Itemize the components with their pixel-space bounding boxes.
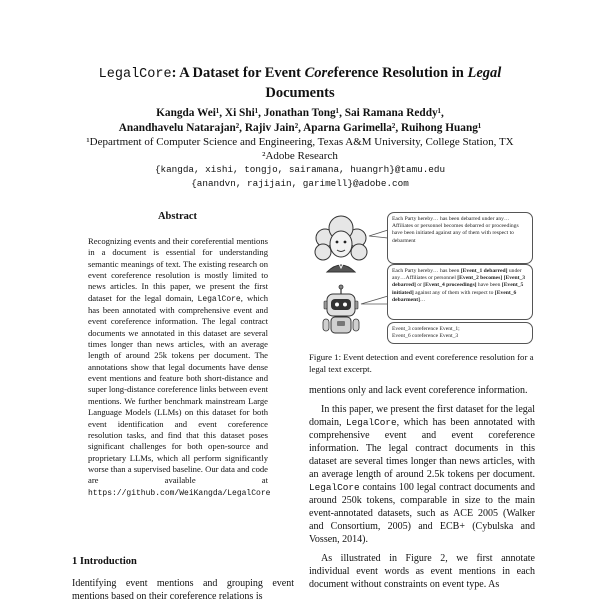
figure-1-caption: Figure 1: Event detection and event coreference resolution for a legal text excerpt. (309, 352, 534, 374)
right-column-text: mentions only and lack event coreference information. In this paper, we present the first dataset for the legal domain, LegalCore, which has been annotated with comprehensive event and event coreference information. The legal contract documents in this dataset are several times longer than news articles, with an average length of around 2.5k tokens per document. LegalCore contains 100 legal contract documents and around 250k tokens, comparable in size to the main event-annotated datasets, such as ACE 2005 (Walker and Consortium, 2005) and ECB+ (Cybulska and Vossen, 2014). As illustrated in Figure 2, we first annotate individual event words as event mentions in each document without constraints on event type. As (309, 385, 536, 590)
author-list: Kangda Wei¹, Xi Shi¹, Jonathan Tong¹, Sai Ramana Reddy¹, Anandhavelu Natarajan², Rajiv Jain², Aparna Garimella², Ruihong Huang¹ (118, 107, 482, 134)
code-link[interactable]: https://github.com/WeiKangda/LegalCore (88, 488, 271, 498)
figure-illustrations (309, 206, 389, 352)
section-heading-introduction: 1 Introduction (72, 556, 137, 567)
event-mention: [Event_6 debarment] (392, 289, 517, 303)
robot-speech-bubble: Each Party hereby… has been [Event_1 debarred] under any…Affiliates or personnel [Event_2 becomes] [Event_3 debarred] or [Event_4 proceedings] have been [Event_5 initiated] against any of them with respect to [Event_6 debarment]… (387, 264, 533, 320)
coreference-output-bubble: Event_3 coreference Event_1; Event_6 coreference Event_3 (387, 322, 533, 344)
figure-1 (309, 206, 535, 352)
event-mention: [Event_5 initiated] (392, 282, 524, 296)
event-mention: [Event_2 becomes] (457, 275, 503, 282)
affiliations: ¹Department of Computer Science and Engineering, Texas A&M University, College Station, TX ²Adobe Research (86, 136, 514, 162)
speech-tail-judge (369, 230, 388, 238)
title-dataset-name: LegalCore (98, 67, 172, 82)
event-mention: [Event_1 debarred] (460, 268, 508, 274)
robot-icon (323, 285, 359, 333)
author-emails: {kangda, xishi, tongjo, sairamana, huangrh}@tamu.edu {anandvn, rajijain, garimell}@adobe.com (154, 164, 446, 189)
event-mention: [Event_3 debarred] (392, 275, 526, 289)
introduction-text: Identifying event mentions and grouping event mentions based on their coreference relations is (72, 578, 294, 602)
paper-title: LegalCore: A Dataset for Event Coreference Resolution in Legal Documents (98, 65, 502, 101)
abstract-heading: Abstract (157, 211, 198, 222)
speech-tail-robot (361, 296, 388, 304)
judge-icon (315, 216, 367, 272)
abstract-body: Recognizing events and their coreferential mentions in a document is essential for understanding semantic meanings of text. The existing research on event coreference resolution is mostly limited to news articles. In this paper, we present the first dataset for the legal domain, LegalCore, which has been annotated with comprehensive event and event coreference information. The legal contract documents we annotated in this dataset are several times longer than news articles, with an average length of around 25k tokens per document. The annotations show that legal documents have dense event mentions and feature both short-distance and super long-distance coreference links between event mentions. We further benchmark mainstream Large Language Models (LLMs) on this dataset for both event identification and event coreference resolution tasks, and find that this dataset poses significant challenges for both open-source and proprietary LLMs, which all perform significantly worse than a supervised baseline. Our data and code are available at https://github.com/WeiKangda/LegalCore (88, 236, 271, 498)
judge-speech-bubble: Each Party hereby… has been debarred under any…Affiliates or personnel becomes debarred or proceedings have been initiated against any of them with respect to debarment (387, 212, 533, 264)
event-mention: [Event_4 proceedings] (423, 282, 477, 289)
